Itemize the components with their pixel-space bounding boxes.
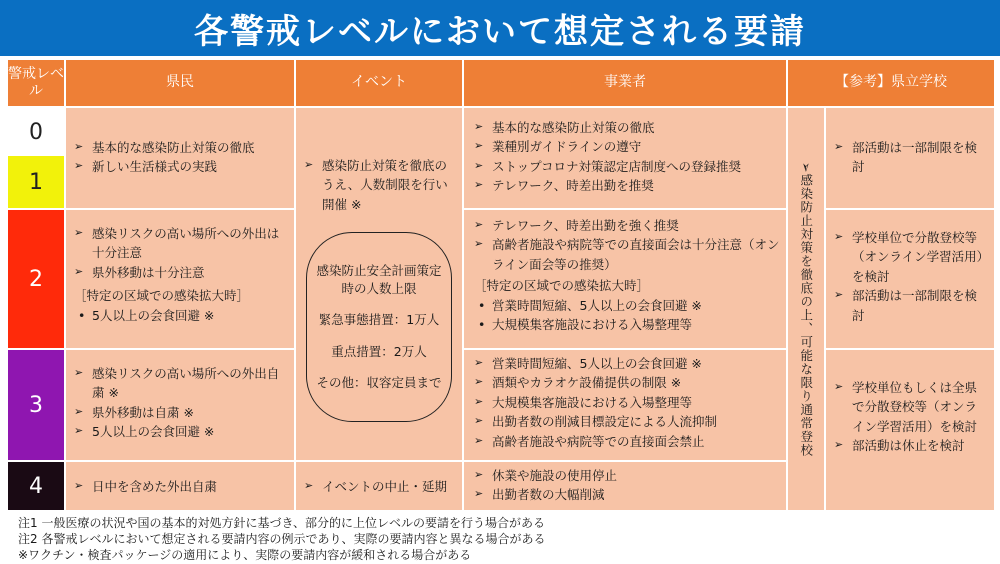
level-2: 2 <box>8 210 64 348</box>
list-item: ➢ 学校単位もしくは全県で分散登校等（オンライン学習活用）を検討 <box>834 378 988 436</box>
list-item: ➢ 感染防止対策を徹底のうえ、人数制限を行い開催 ※ <box>304 156 456 214</box>
list-item: ➢ 休業や施設の使用停止 <box>474 466 780 485</box>
specific-area-label: ［特定の区域での感染拡大時］ <box>474 278 650 294</box>
note-1: 注1 一般医療の状況や国の基本的対処方針に基づき、部分的に上位レベルの要請を行う場合がある <box>18 516 545 530</box>
business-r3 <box>464 350 786 460</box>
list-item: ➢ 感染リスクの高い場所への外出は十分注意 <box>74 224 288 263</box>
list-item: ➢ 基本的な感染防止対策の徹底 <box>474 118 780 137</box>
oval-heading: 感染防止安全計画策定時の人数上限 <box>316 263 442 296</box>
business-r01 <box>464 108 786 208</box>
list-item: ➢ イベントの中止・延期 <box>304 477 456 496</box>
list-item: ➢ 高齢者施設や病院等での直接面会は十分注意（オンライン面会等の推奨） <box>474 235 780 274</box>
header-level: 警戒レベル <box>8 60 64 106</box>
level-0: 0 <box>8 108 64 156</box>
note-3: ※ワクチン・検査パッケージの適用により、実際の要請内容が緩和される場合がある <box>18 548 472 563</box>
list-item: ➢ 学校単位で分散登校等（オンライン学習活用）を検討 <box>834 228 988 286</box>
list-item: ➢ 日中を含めた外出自粛 <box>74 477 288 496</box>
list-item: ➢ テレワーク、時差出勤を強く推奨 <box>474 216 780 235</box>
oval-line: 緊急事態措置：1万人 <box>318 312 440 328</box>
list-item: ➢ 出勤者数の削減目標設定による人流抑制 <box>474 412 780 431</box>
list-item: ➢ 大規模集客施設における入場整理等 <box>474 393 780 412</box>
list-item: ➢ ストップコロナ対策認定店制度への登録推奨 <box>474 157 780 176</box>
citizens-r01 <box>66 108 294 208</box>
list-item: ➢ 酒類やカラオケ設備提供の制限 ※ <box>474 373 780 392</box>
header-school: 【参考】県立学校 <box>788 60 994 106</box>
oval-line: その他：収容定員まで <box>316 375 442 391</box>
list-item: ➢ 部活動は一部制限を検討 <box>834 138 988 177</box>
list-item: ➢ 5人以上の会食回避 ※ <box>74 422 288 441</box>
oval-line: 重点措置：2万人 <box>331 343 427 359</box>
list-item: ➢ 部活動は一部制限を検討 <box>834 286 988 325</box>
list-item: ➢ テレワーク、時差出勤を推奨 <box>474 176 780 195</box>
list-item: • 5人以上の会食回避 ※ <box>74 306 288 325</box>
citizens-r4 <box>66 462 294 510</box>
level-4: 4 <box>8 462 64 510</box>
specific-area-label: ［特定の区域での感染拡大時］ <box>74 288 250 304</box>
footnotes <box>18 515 545 564</box>
events-r4 <box>296 462 462 510</box>
business-r4 <box>464 462 786 510</box>
school-r01 <box>826 108 994 208</box>
business-r2 <box>464 210 786 348</box>
capacity-limit-oval <box>306 232 452 422</box>
list-item: ➢ 県外移動は自粛 ※ <box>74 403 288 422</box>
school-vertical-note: ➢感染防止対策を徹底の上、可能な限り通常登校 <box>788 108 824 510</box>
citizens-r2 <box>66 210 294 348</box>
title-bar <box>0 0 1000 56</box>
school-r34 <box>826 350 994 510</box>
list-item: ➢ 感染リスクの高い場所への外出自粛 ※ <box>74 364 288 403</box>
list-item: • 営業時間短縮、5人以上の会食回避 ※ <box>474 296 780 315</box>
header-citizens: 県民 <box>66 60 294 106</box>
header-events: イベント <box>296 60 462 106</box>
list-item: ➢ 営業時間短縮、5人以上の会食回避 ※ <box>474 354 780 373</box>
list-item: ➢ 業種別ガイドラインの遵守 <box>474 137 780 156</box>
header-business: 事業者 <box>464 60 786 106</box>
list-item: ➢ 新しい生活様式の実践 <box>74 157 288 176</box>
level-3: 3 <box>8 350 64 460</box>
list-item: ➢ 県外移動は十分注意 <box>74 263 288 282</box>
school-r2 <box>826 210 994 348</box>
citizens-r3 <box>66 350 294 460</box>
list-item: • 大規模集客施設における入場整理等 <box>474 315 780 334</box>
page-title: 各警戒レベルにおいて想定される要請 <box>194 11 806 52</box>
list-item: ➢ 出勤者数の大幅削減 <box>474 485 780 504</box>
list-item: ➢ 基本的な感染防止対策の徹底 <box>74 138 288 157</box>
level-1: 1 <box>8 156 64 208</box>
list-item: ➢ 高齢者施設や病院等での直接面会禁止 <box>474 432 780 451</box>
note-2: 注2 各警戒レベルにおいて想定される要請内容の例示であり、実際の要請内容と異なる場合がある <box>18 532 546 547</box>
list-item: ➢ 部活動は休止を検討 <box>834 436 988 455</box>
